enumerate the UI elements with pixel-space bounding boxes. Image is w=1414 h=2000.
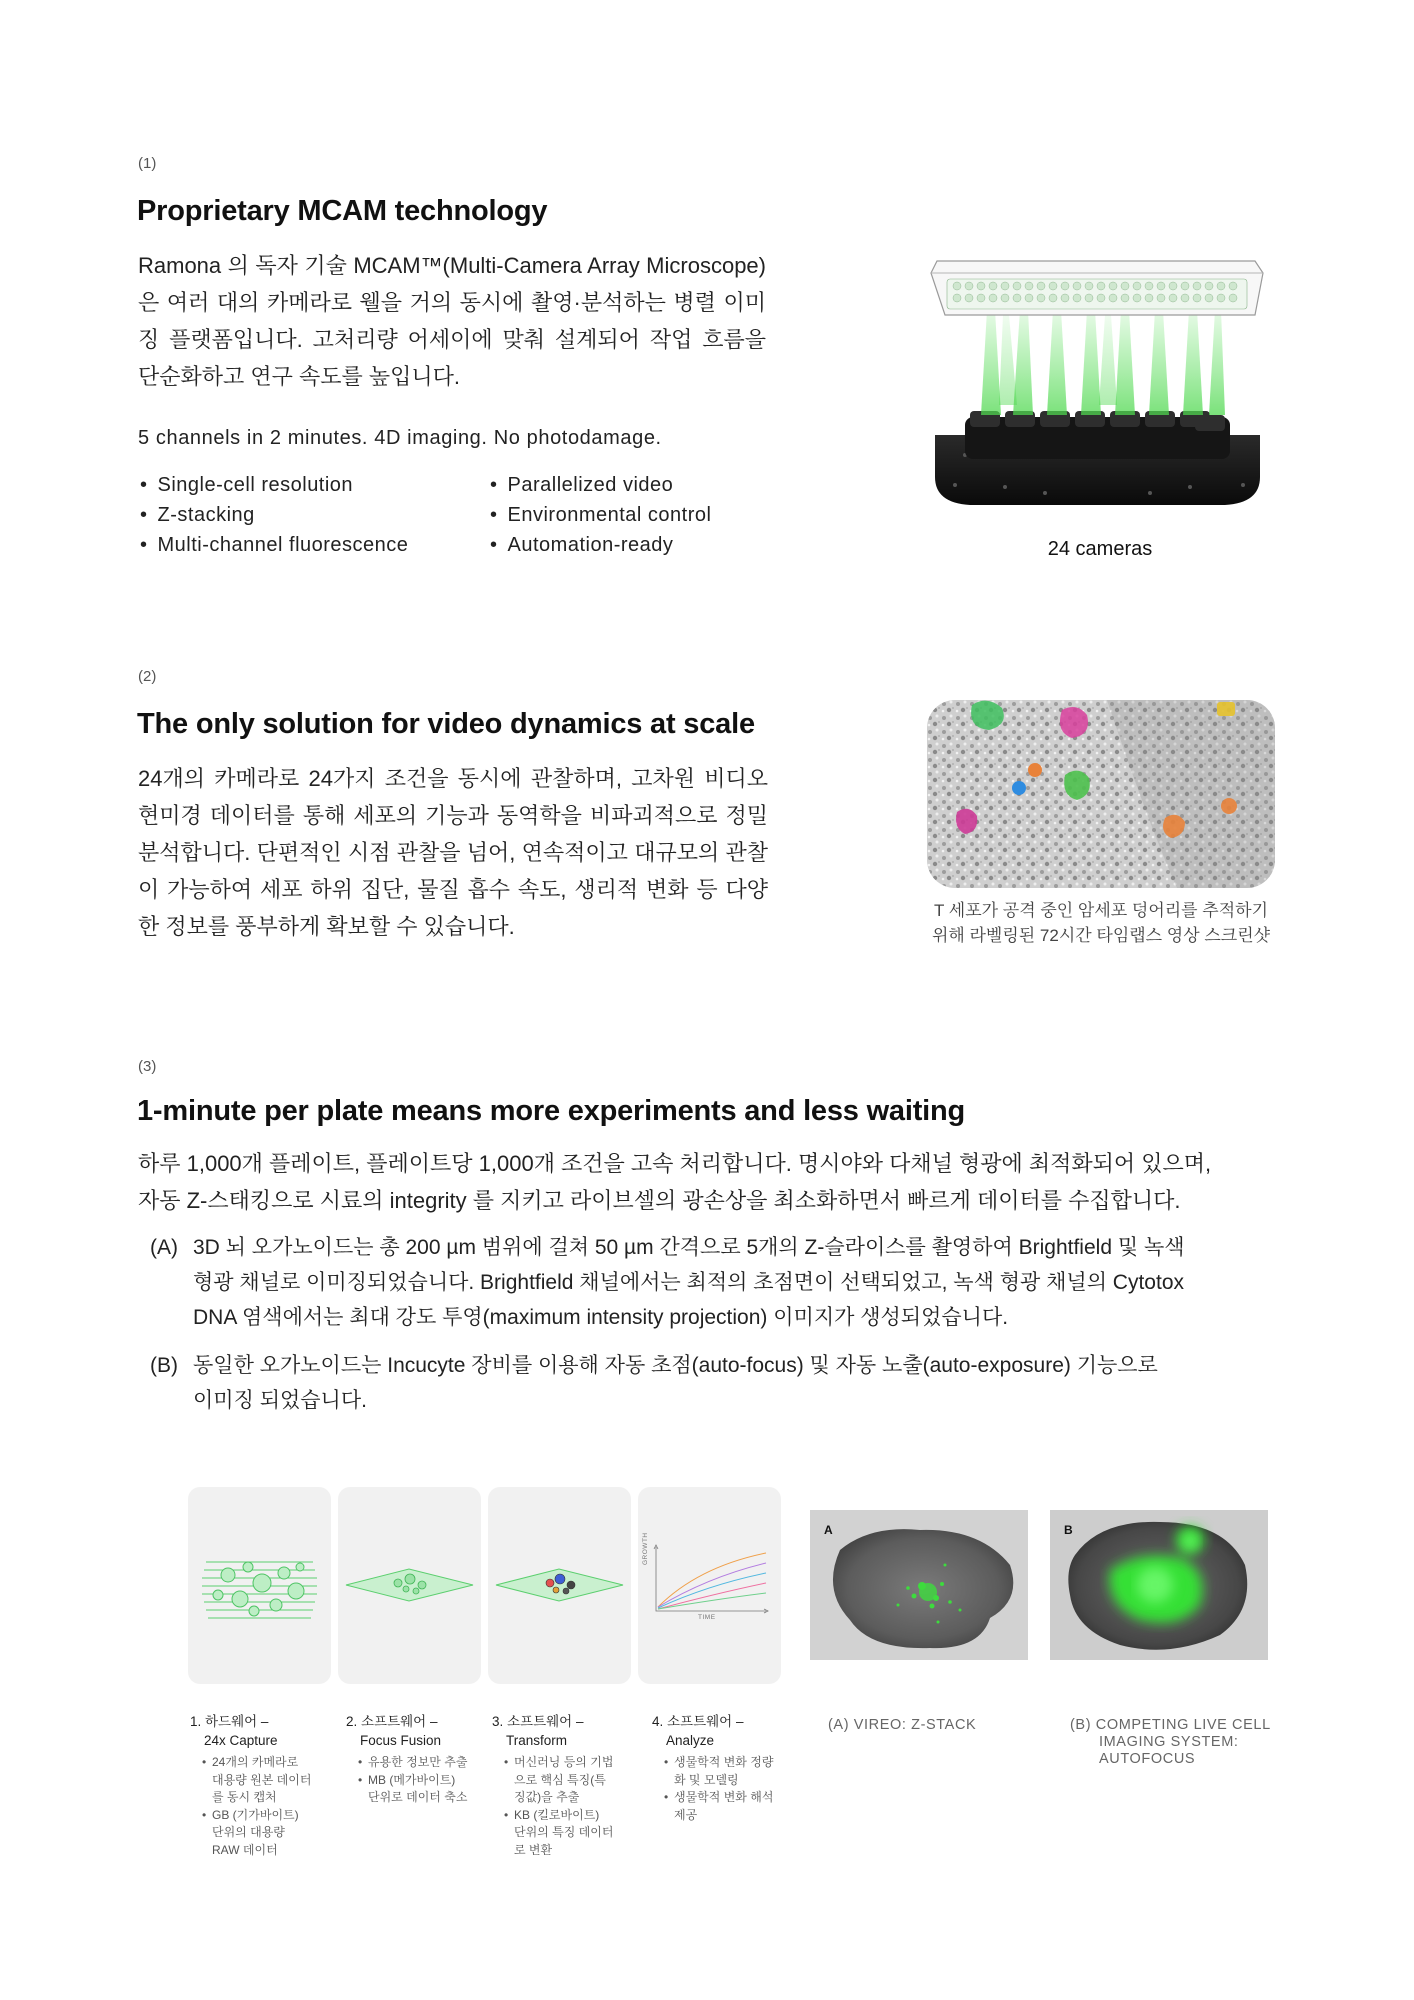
pipeline-step-item: • 생물학적 변화 정량화 및 모델링 — [664, 1754, 774, 1789]
image-b-letter: B — [1064, 1523, 1073, 1537]
growth-graph-icon — [638, 1487, 781, 1684]
pipeline-step-item: • MB (메가바이트) 단위로 데이터 축소 — [358, 1772, 468, 1807]
pipeline-step-list — [358, 1754, 468, 1807]
feature-item: • Z-stacking — [140, 500, 408, 530]
pipeline-step-list — [202, 1754, 312, 1859]
image-a-caption: (A) VIREO: Z-STACK — [828, 1717, 977, 1733]
mcam-device-image — [925, 255, 1270, 515]
competing-autofocus-image — [1050, 1510, 1268, 1660]
mcam-image-caption: 24 cameras — [1047, 538, 1153, 560]
note-b-line: 이미징 되었습니다. — [193, 1389, 367, 1412]
note-a — [150, 1230, 1185, 1335]
note-b-line: 동일한 오가노이드는 Incucyte 장비를 이용해 자동 초점(auto-focus) 및 자동 노출(auto-exposure) 기능으로 — [193, 1354, 1158, 1377]
pipeline-step-3 — [492, 1712, 614, 1859]
note-a-line: DNA 염색에서는 최대 강도 투영(maximum intensity projection) 이미지가 생성되었습니다. — [193, 1306, 1009, 1329]
section-3-body-line-2: 자동 Z-스태킹으로 시료의 integrity 를 지키고 라이브셀의 광손상을 최소화하면서 빠르게 데이터를 수집합니다. — [138, 1188, 1181, 1213]
timelapse-screenshot-image — [927, 700, 1275, 888]
pipeline-step-2 — [346, 1712, 468, 1807]
pipeline-step-item: • 24개의 카메라로 대용량 원본 데이터를 동시 캡처 — [202, 1754, 312, 1807]
section-3-number: (3) — [138, 1058, 157, 1075]
note-a-label: (A) — [150, 1236, 178, 1259]
feature-item: • Automation-ready — [490, 530, 711, 560]
pipeline-panel-capture — [188, 1487, 331, 1684]
pipeline-step-item: • 유용한 정보만 추출 — [358, 1754, 468, 1772]
section-1-title: Proprietary MCAM technology — [137, 195, 548, 227]
vireo-zstack-image — [810, 1510, 1028, 1660]
section-3-body — [138, 1145, 1211, 1219]
image-b-caption — [1070, 1717, 1271, 1768]
section-1-tagline: 5 channels in 2 minutes. 4D imaging. No photodamage. — [138, 427, 662, 449]
pipeline-step-list — [664, 1754, 774, 1824]
feature-list-right — [490, 470, 711, 560]
note-a-line: 형광 채널로 이미징되었습니다. Brightfield 채널에서는 최적의 초점면이 선택되었고, 녹색 형광 채널의 Cytotox — [193, 1271, 1185, 1294]
note-b-label: (B) — [150, 1354, 178, 1377]
note-b — [150, 1348, 1158, 1418]
pipeline-step-title: 3. 소프트웨어 – — [492, 1714, 584, 1729]
focus-fusion-icon — [338, 1487, 481, 1684]
section-1-body: Ramona 의 독자 기술 MCAM™(Multi-Camera Array Microscope)은 여러 대의 카메라로 웰을 거의 동시에 촬영·분석하는 병렬 이미징 플랫폼입니다. 고처리량 어세이에 맞춰 설계되어 작업 흐름을 단순화하고 연구 속도를 높입니다. — [138, 253, 766, 389]
pipeline-step-4 — [652, 1712, 774, 1824]
section-2-title: The only solution for video dynamics at scale — [137, 708, 755, 740]
pipeline-step-item: • 머신러닝 등의 기법으로 핵심 특징(특징값)을 추출 — [504, 1754, 614, 1807]
pipeline-step-subtitle: Transform — [506, 1733, 568, 1748]
section-3-title: 1-minute per plate means more experiments and less waiting — [137, 1095, 966, 1127]
pipeline-step-1 — [190, 1712, 312, 1859]
feature-item: • Parallelized video — [490, 470, 711, 500]
pipeline-step-item: • 생물학적 변화 해석 제공 — [664, 1789, 774, 1824]
feature-list-left — [140, 470, 408, 560]
pipeline-step-item: • GB (기가바이트) 단위의 대용량 RAW 데이터 — [202, 1807, 312, 1860]
pipeline-step-title: 2. 소프트웨어 – — [346, 1714, 438, 1729]
transform-icon — [488, 1487, 631, 1684]
pipeline-panel-analyze — [638, 1487, 781, 1684]
image-b-caption-line: IMAGING SYSTEM: — [1099, 1734, 1239, 1750]
image-b-caption-line: AUTOFOCUS — [1099, 1751, 1196, 1767]
graph-x-label: TIME — [698, 1614, 716, 1621]
section-3-body-line-1: 하루 1,000개 플레이트, 플레이트당 1,000개 조건을 고속 처리합니다. 명시야와 다채널 형광에 최적화되어 있으며, — [138, 1151, 1212, 1176]
section-2-number: (2) — [138, 668, 157, 685]
zstack-icon — [188, 1487, 331, 1684]
timelapse-caption-line-2: 위해 라벨링된 72시간 타임랩스 영상 스크린샷 — [931, 926, 1271, 945]
feature-item: • Multi-channel fluorescence — [140, 530, 408, 560]
image-b-caption-line: (B) COMPETING LIVE CELL — [1070, 1717, 1271, 1733]
section-1-number: (1) — [138, 155, 157, 172]
pipeline-step-subtitle: Focus Fusion — [360, 1733, 442, 1748]
timelapse-caption-line-1: T 세포가 공격 중인 암세포 덩어리를 추적하기 — [933, 901, 1268, 920]
pipeline-step-subtitle: Analyze — [666, 1733, 715, 1748]
feature-item: • Environmental control — [490, 500, 711, 530]
feature-item: • Single-cell resolution — [140, 470, 408, 500]
note-a-line: 3D 뇌 오가노이드는 총 200 µm 범위에 걸쳐 50 µm 간격으로 5개의 Z-슬라이스를 촬영하여 Brightfield 및 녹색 — [193, 1236, 1185, 1259]
pipeline-step-item: • KB (킬로바이트) 단위의 특징 데이터로 변환 — [504, 1807, 614, 1860]
pipeline-step-subtitle: 24x Capture — [204, 1733, 278, 1748]
pipeline-panel-transform — [488, 1487, 631, 1684]
pipeline-step-list — [504, 1754, 614, 1859]
section-2-body: 24개의 카메라로 24가지 조건을 동시에 관찰하며, 고차원 비디오 현미경 데이터를 통해 세포의 기능과 동역학을 비파괴적으로 정밀 분석합니다. 단편적인 시점 관찰을 넘어, 연속적이고 대규모의 관찰이 가능하여 세포 하위 집단, 물질 흡수 속도, 생리적 변화 등 다양한 정보를 풍부하게 확보할 수 있습니다. — [138, 766, 768, 939]
pipeline-panel-focus — [338, 1487, 481, 1684]
pipeline-step-title: 1. 하드웨어 – — [190, 1714, 269, 1729]
graph-y-label: GROWTH — [642, 1532, 649, 1565]
timelapse-caption — [917, 898, 1285, 948]
pipeline-step-title: 4. 소프트웨어 – — [652, 1714, 744, 1729]
image-a-letter: A — [824, 1523, 833, 1537]
